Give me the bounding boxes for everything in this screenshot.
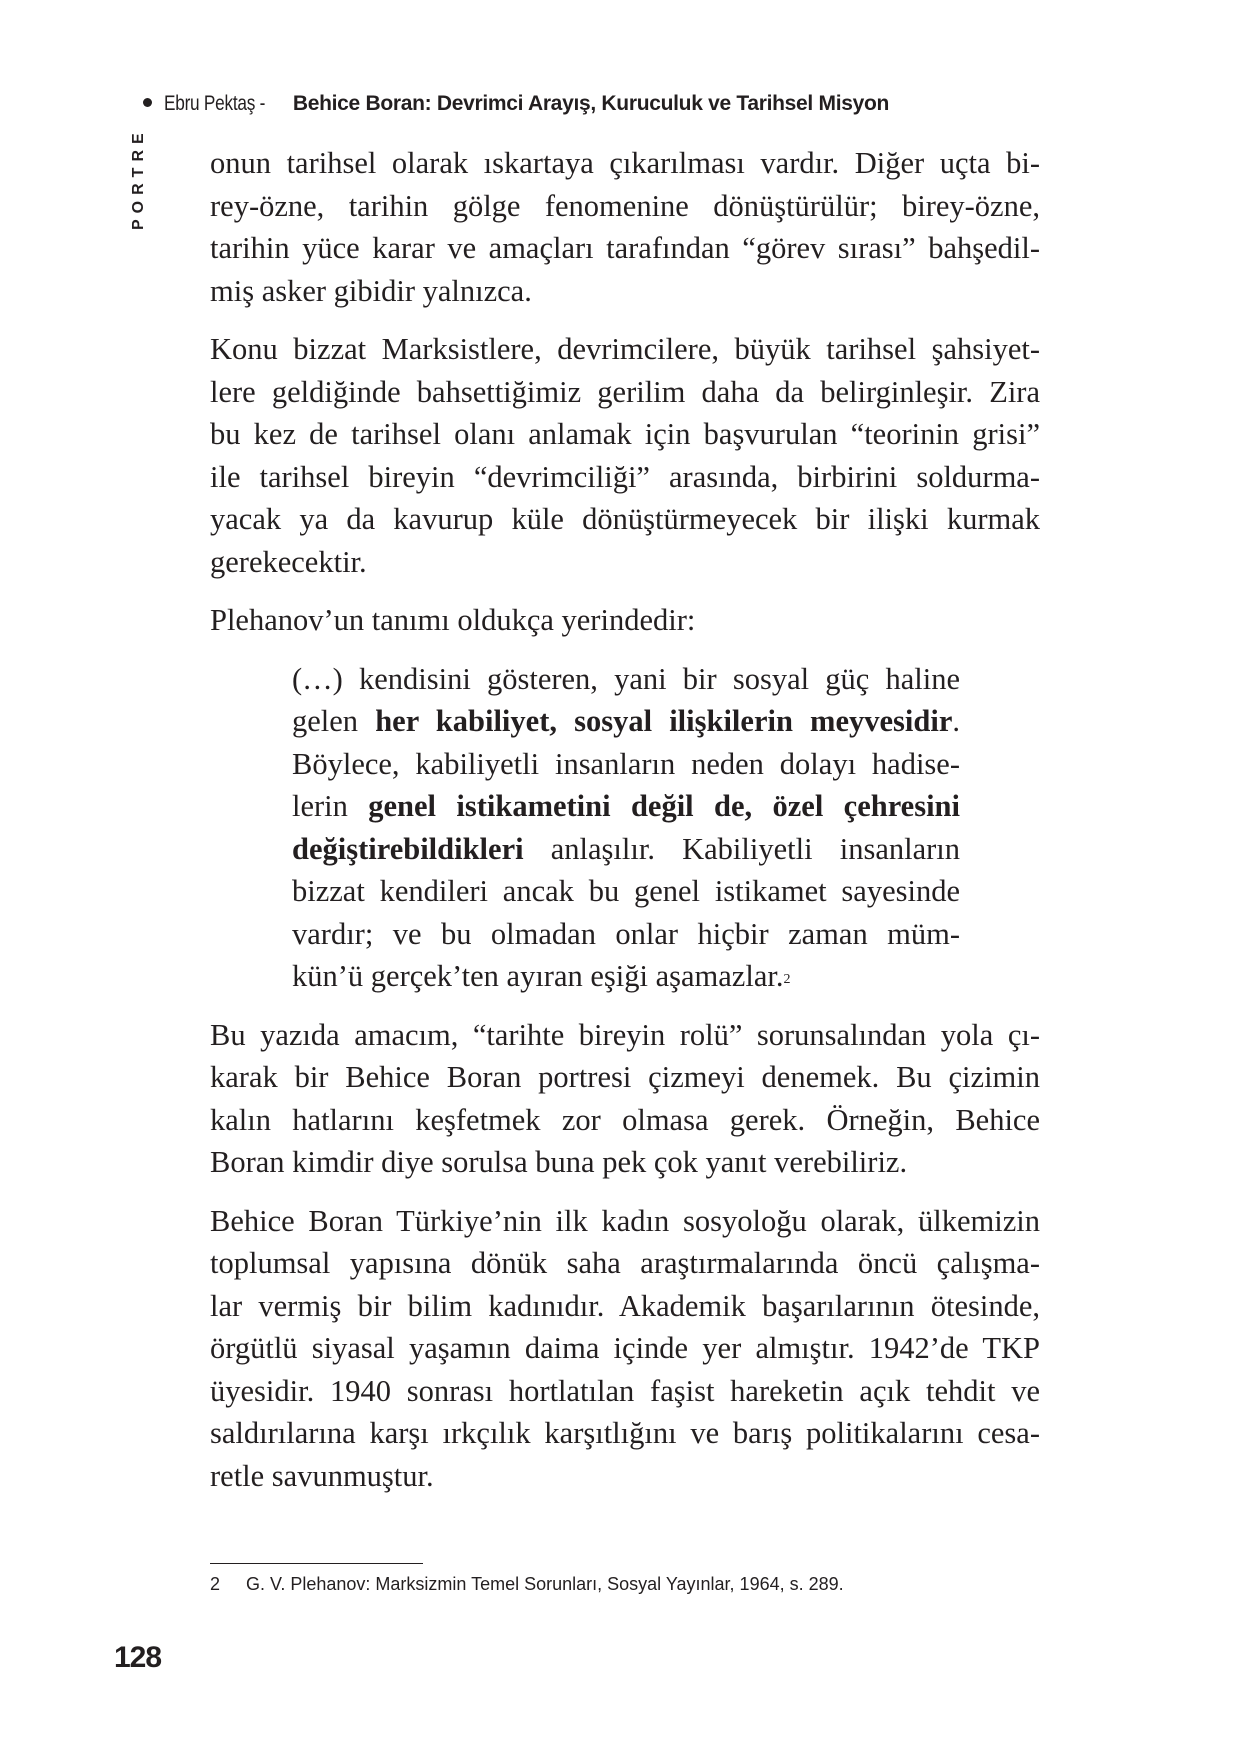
quote-line: Böylece, kabiliyetli insanların neden dolayı hadise- [292,746,960,781]
paragraph [210,328,1040,583]
bullet-icon [143,98,152,107]
quote-line: vardır; ve bu olmadan onlar hiçbir zaman müm- [292,916,960,951]
text-line: tarihin yüce karar ve amaçları tarafından “görev sırası” bahşedil- [210,231,1040,265]
quote-emphasis: değiştirebildikleri [292,831,524,866]
header-title: Behice Boran: Devrimci Arayış, Kuruculuk ve Tarihsel Misyon [292,92,890,115]
text-line: Plehanov’un tanımı oldukça yerindedir: [210,603,696,637]
quote-line [292,955,960,998]
quote-line: bizzat kendileri ancak bu genel istikamet sayesinde [292,874,960,908]
text-line: bu kez de tarihsel olanı anlamak için başvurulan “teorinin grisi” [210,417,1040,451]
quote-text: kün’ü gerçek’ten ayıran eşiği aşamazlar. [292,959,784,993]
footnote-number: 2 [210,1574,221,1594]
text-line: ile tarihsel bireyin “devrimciliği” arasında, birbirini soldurma- [210,459,1040,494]
text-line: Boran kimdir diye sorulsa buna pek çok yanıt verebiliriz. [210,1145,908,1179]
page-number: 128 [114,1641,162,1674]
text-line: üyesidir. 1940 sonrası hortlatılan faşist hareketin açık tehdit ve [210,1373,1040,1408]
text-line: Bu yazıda amacım, “tarihte bireyin rolü” sorunsalından yola çı- [210,1017,1040,1052]
running-header [143,92,889,116]
quote-emphasis: her kabiliyet, sosyal ilişkilerin meyvesidir [375,704,953,738]
text-line: saldırılarına karşı ırkçılık karşıtlığını ve barış politikalarını cesa- [210,1416,1040,1450]
article-body [210,142,1040,1513]
text-line: onun tarihsel olarak ıskartaya çıkarılması vardır. Diğer uçta bi- [210,146,1040,180]
quote-line [292,828,960,871]
text-line: rey-özne, tarihin gölge fenomenine dönüştürülür; birey-özne, [210,188,1040,223]
text-line: lere geldiğinde bahsettiğimiz gerilim daha da belirginleşir. Zira [210,374,1040,409]
paragraph [210,599,1040,642]
block-quote [292,658,960,998]
paragraph [210,1014,1040,1184]
quote-text: . [952,704,960,738]
text-line: toplumsal yapısına dönük saha araştırmalarında öncü çalışma- [210,1246,1040,1280]
header-author: Ebru Pektaş - [164,92,266,115]
footnote-text: G. V. Plehanov: Marksizmin Temel Sorunları, Sosyal Yayınlar, 1964, s. 289. [246,1574,844,1594]
quote-line [292,785,960,828]
text-line: gerekecektir. [210,544,367,579]
section-label [130,127,152,240]
text-line: lar vermiş bir bilim kadınıdır. Akademik başarılarının ötesinde, [210,1288,1040,1323]
quote-text: anlaşılır. Kabiliyetli insanların [523,831,960,866]
quote-text: lerin [292,789,369,823]
text-line: karak bir Behice Boran portresi çizmeyi denemek. Bu çizimin [210,1060,1040,1094]
footnote-reference[interactable]: 2 [783,972,791,987]
footnote-divider [210,1563,423,1564]
text-line: retle savunmuştur. [210,1458,434,1493]
text-line: miş asker gibidir yalnızca. [210,273,532,308]
quote-emphasis: genel istikametini değil de, özel çehresini [368,789,960,823]
quote-line [292,700,960,743]
text-line: yacak ya da kavurup küle dönüştürmeyecek bir ilişki kurmak [210,502,1040,536]
section-label-text: PORTRE [130,127,147,230]
text-line: Behice Boran Türkiye’nin ilk kadın sosyoloğu olarak, ülkemizin [210,1203,1040,1238]
paragraph [210,142,1040,312]
footnote [210,1574,844,1595]
quote-line: (…) kendisini gösteren, yani bir sosyal güç haline [292,661,960,696]
paragraph [210,1200,1040,1498]
quote-text: gelen [292,704,376,738]
text-line: kalın hatlarını keşfetmek zor olmasa gerek. Örneğin, Behice [210,1102,1040,1137]
text-line: Konu bizzat Marksistlere, devrimcilere, büyük tarihsel şahsiyet- [210,332,1040,366]
text-line: örgütlü siyasal yaşamın daima içinde yer almıştır. 1942’de TKP [210,1331,1040,1365]
